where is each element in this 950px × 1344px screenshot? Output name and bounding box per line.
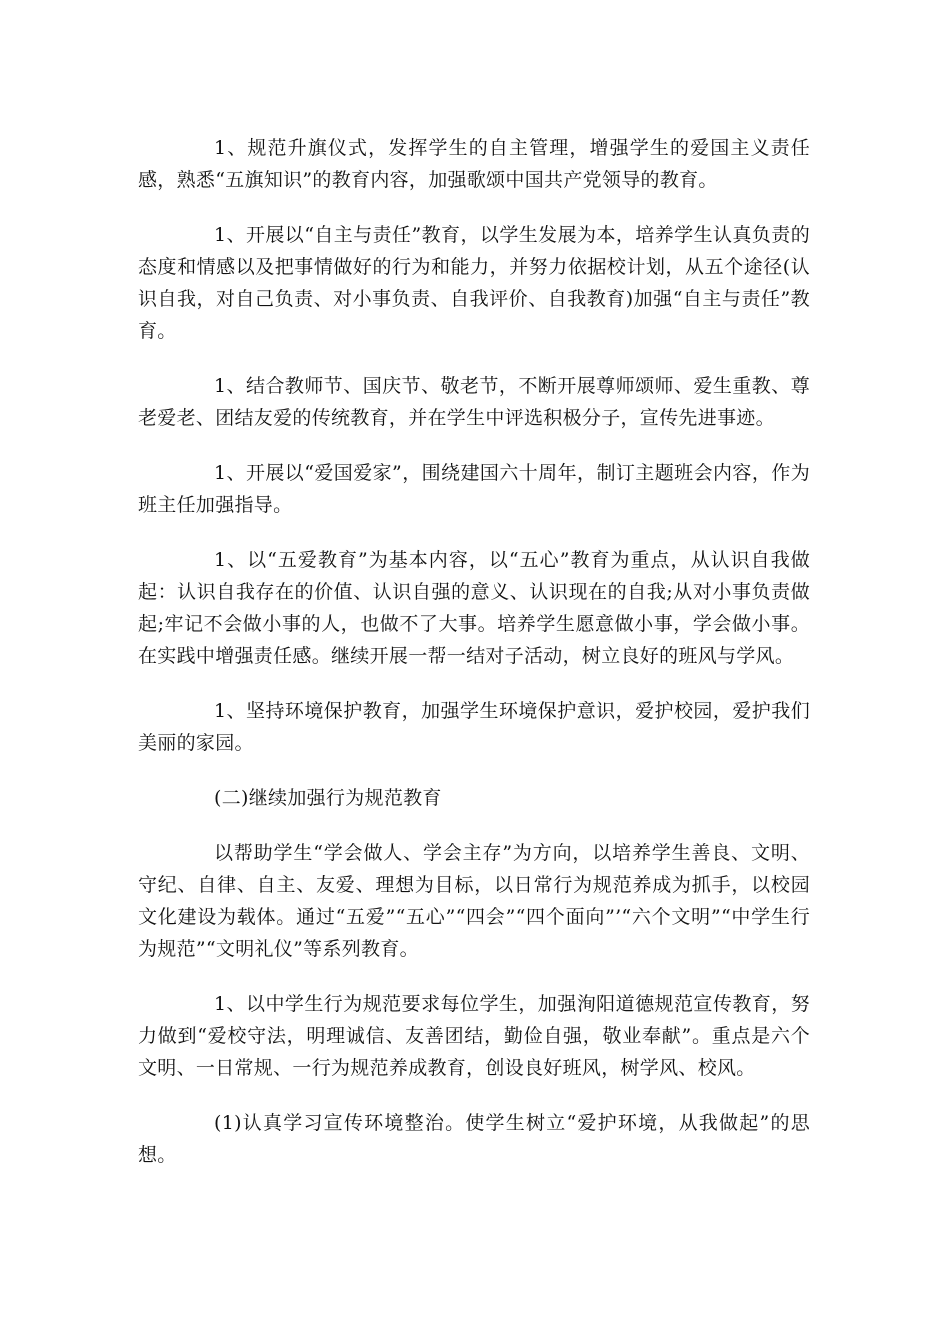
paragraph-behavior-norms: 1、以中学生行为规范要求每位学生，加强洵阳道德规范宣传教育，努力做到“爱校守法，明理诚信、友善团结，勤俭自强，敬业奉献”。重点是六个文明、一日常规、一行为规范养成教育，创设良好班风，树学风、校风。 [138,993,810,1079]
section-heading-behavior: (二)继续加强行为规范教育 [214,787,442,809]
paragraph-five-loves: 1、以“五爱教育”为基本内容，以“五心”教育为重点，从认识自我做起：认识自我存在的价值、认识自强的意义、认识现在的自我;从对小事负责做起;牢记不会做小事的人，也做不了大事。培养学生愿意做小事，学会做小事。在实践中增强责任感。继续开展一帮一结对子活动，树立良好的班风与学风。 [138,549,810,667]
paragraph-traditional-education: 1、结合教师节、国庆节、敬老节，不断开展尊师颂师、爱生重教、尊老爱老、团结友爱的传统教育，并在学生中评选积极分子，宣传先进事迹。 [138,375,810,429]
paragraph-autonomy-responsibility: 1、开展以“自主与责任”教育，以学生发展为本，培养学生认真负责的态度和情感以及把事情做好的行为和能力，并努力依据校计划，从五个途径(认识自我，对自己负责、对小事负责、自我评价、自我教育)加强“自主与责任”教育。 [138,224,810,342]
paragraph-environment-study: (1)认真学习宣传环境整治。使学生树立“爱护环境，从我做起”的思想。 [138,1112,810,1166]
paragraph-environment-protection: 1、坚持环境保护教育，加强学生环境保护意识，爱护校园，爱护我们美丽的家园。 [138,700,810,754]
paragraph-patriotism: 1、开展以“爱国爱家”，围绕建国六十周年，制订主题班会内容，作为班主任加强指导。 [138,462,810,516]
paragraph-behavior-goals: 以帮助学生“学会做人、学会主存”为方向，以培养学生善良、文明、守纪、自律、自主、友爱、理想为目标，以日常行为规范养成为抓手，以校园文化建设为载体。通过“五爱”“五心”“四会”“四个面向”’“六个文明”“中学生行为规范”“文明礼仪”等系列教育。 [138,842,810,960]
paragraph-flag-ceremony: 1、规范升旗仪式，发挥学生的自主管理，增强学生的爱国主义责任感，熟悉“五旗知识”的教育内容，加强歌颂中国共产党领导的教育。 [138,137,810,191]
document-page [138,132,810,1194]
